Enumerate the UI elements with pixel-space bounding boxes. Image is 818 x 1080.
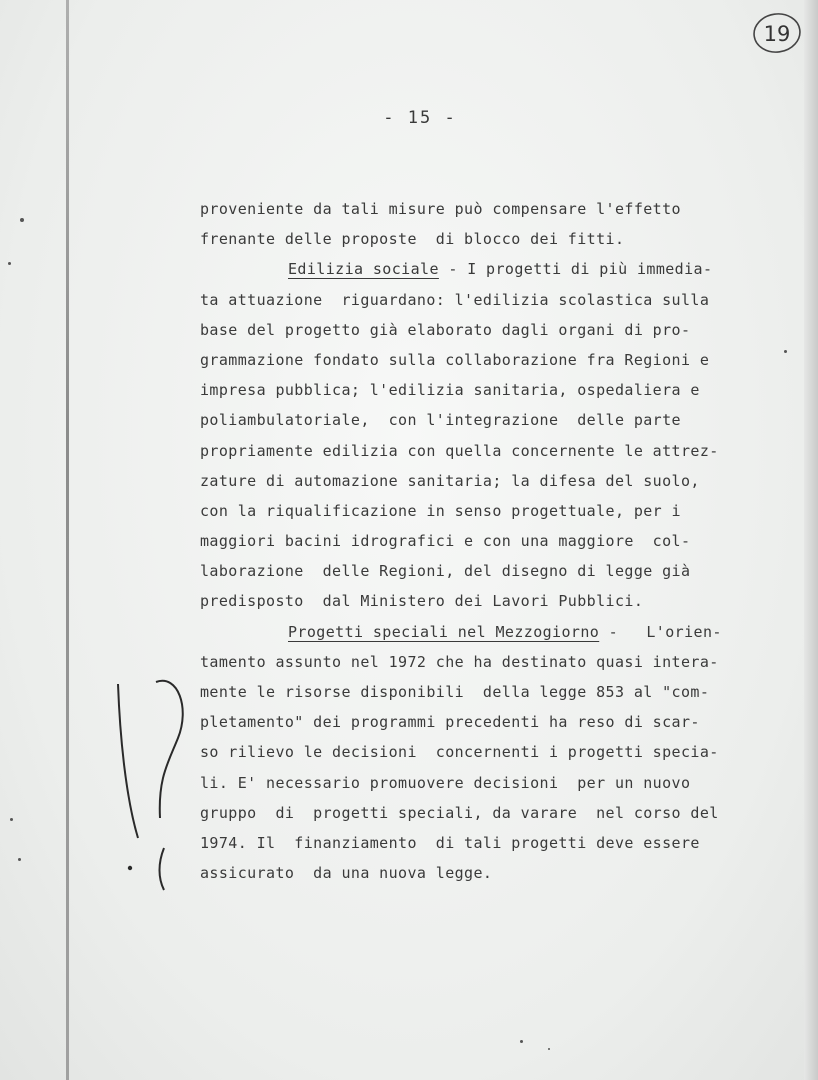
stamp-number: 19 [763,22,791,46]
body-line: 1974. Il finanziamento di tali progetti deve essere [200,833,700,852]
section-heading: Edilizia sociale [288,260,439,279]
body-line: li. E' necessario promuovere decisioni per un nuovo [200,773,691,792]
scan-speck [520,1040,523,1043]
body-line [200,254,760,284]
archive-number-stamp [752,10,802,56]
heading-continuation-text: - L'orien- [599,622,722,641]
typewritten-body [200,194,760,888]
body-line: con la riqualificazione in senso progettuale, per i [200,501,681,520]
body-line: so rilievo le decisioni concernenti i progetti specia- [200,743,719,762]
body-line: gruppo di progetti speciali, da varare nel corso del [200,803,719,822]
page-number: - 15 - [383,108,457,128]
body-line: proveniente da tali misure può compensare l'effetto [200,200,681,218]
body-line: pletamento" dei programmi precedenti ha reso di scar- [200,713,700,732]
scan-speck [20,218,24,222]
scan-speck [10,818,13,821]
binding-fold-line [66,0,69,1080]
body-line: predisposto dal Ministero dei Lavori Pubblici. [200,592,644,611]
body-line: ta attuazione riguardano: l'edilizia scolastica sulla [200,290,710,309]
body-line: zature di automazione sanitaria; la difesa del suolo, [200,471,700,490]
body-line: mente le risorse disponibili della legge 853 al "com- [200,683,710,701]
body-line: grammazione fondato sulla collaborazione fra Regioni e [200,350,710,369]
body-line: assicurato da una nuova legge. [200,864,493,883]
body-line: maggiori bacini idrografici e con una maggiore col- [200,532,691,551]
section-heading: Progetti speciali nel Mezzogiorno [288,622,600,641]
heading-continuation-text: - I progetti di più immedia- [438,260,713,279]
body-line: laborazione delle Regioni, del disegno di legge già [200,562,691,581]
body-line: propriamente edilizia con quella concernente le attrez- [200,441,719,460]
body-line: base del progetto già elaborato dagli organi di pro- [200,320,691,339]
page-edge-shadow [804,0,818,1080]
body-line: frenante delle proposte di blocco dei fitti. [200,230,625,249]
scan-speck [548,1048,550,1050]
scan-speck [784,350,787,353]
handwritten-question-mark-annotation [108,668,188,898]
body-line: poliambulatoriale, con l'integrazione delle parte [200,411,681,430]
body-line: tamento assunto nel 1972 che ha destinato quasi intera- [200,652,719,671]
scan-speck [18,858,21,861]
scan-speck [8,262,11,265]
body-line [200,617,760,647]
body-line: impresa pubblica; l'edilizia sanitaria, ospedaliera e [200,381,700,400]
